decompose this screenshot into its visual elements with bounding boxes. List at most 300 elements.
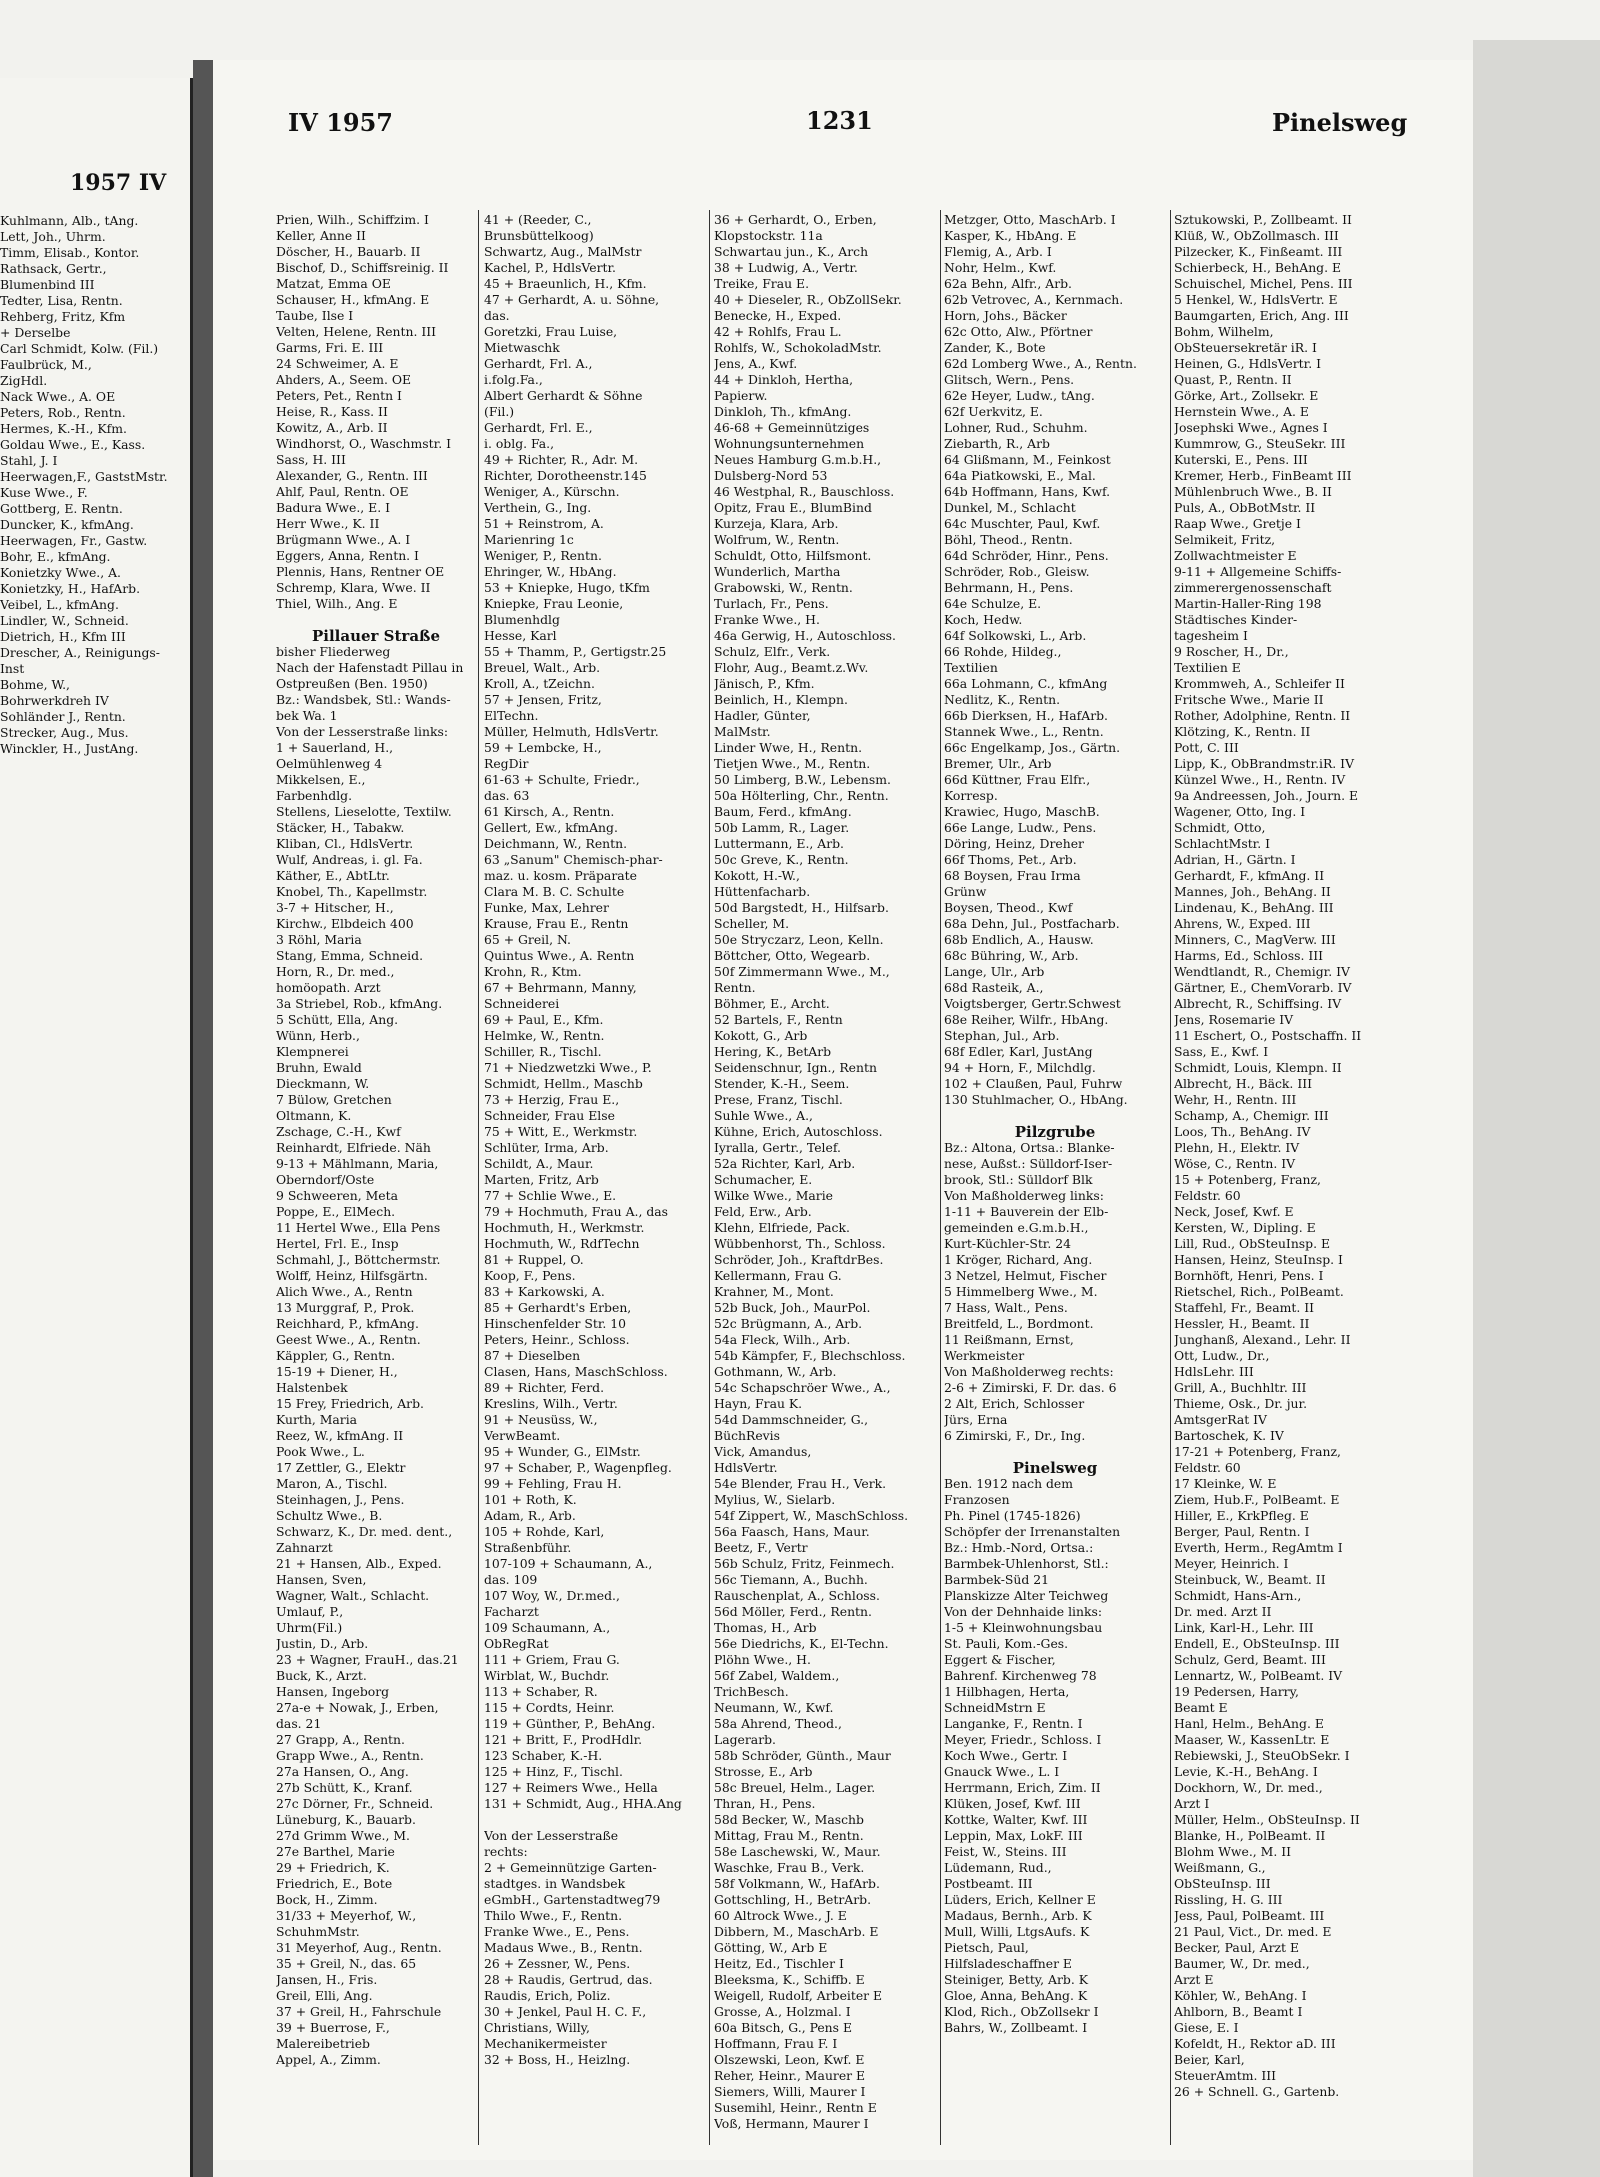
directory-line: Wöse, C., Rentn. IV [1174,1156,1296,1171]
directory-line: 54d Dammschneider, G., [714,1412,869,1427]
directory-line: Veibel, L., kfmAng. [0,597,119,612]
directory-line: 31/33 + Meyerhof, W., [276,1908,417,1923]
directory-line: Kurth, Maria [276,1412,358,1427]
directory-line: Turlach, Fr., Pens. [714,596,829,611]
directory-line: Wilke Wwe., Marie [714,1188,834,1203]
directory-line: Thiel, Wilh., Ang. E [276,596,398,611]
directory-line: Matzat, Emma OE [276,276,391,291]
directory-line: Grill, A., Buchhltr. III [1174,1380,1307,1395]
directory-line: 64f Solkowski, L., Arb. [944,628,1087,643]
directory-line: Harms, Ed., Schloss. III [1174,948,1324,963]
directory-line: das. 109 [484,1572,538,1587]
directory-line: Schiller, R., Tischl. [484,1044,602,1059]
directory-line: Dunkel, M., Schlacht [944,500,1076,515]
directory-line: 61-63 + Schulte, Friedr., [484,772,640,787]
directory-line: Wolff, Heinz, Hilfsgärtn. [276,1268,428,1283]
directory-line: Kofeldt, H., Rektor aD. III [1174,2036,1336,2051]
directory-line: 21 + Hansen, Alb., Exped. [276,1556,442,1571]
directory-line: 85 + Gerhardt's Erben, [484,1300,632,1315]
directory-line: Pilzgrube [1014,1123,1096,1141]
directory-line: Hochmuth, W., RdfTechn [484,1236,640,1251]
directory-line: Taube, Ilse I [276,308,354,323]
directory-line: 62c Otto, Alw., Pförtner [944,324,1093,339]
directory-line: Thran, H., Pens. [714,1796,816,1811]
directory-line: Garms, Fri. E. III [276,340,384,355]
directory-line: Albrecht, H., Bäck. III [1174,1076,1312,1091]
directory-line: Madaus, Bernh., Arb. K [944,1908,1092,1923]
directory-line: 11 Hertel Wwe., Ella Pens [276,1220,441,1235]
directory-line: nese, Außst.: Sülldorf-Iser- [944,1156,1113,1171]
directory-line: Städtisches Kinder- [1174,612,1298,627]
directory-line: Deichmann, W., Rentn. [484,836,628,851]
directory-line: Hilfsladeschaffner E [944,1956,1072,1971]
directory-line: 38 + Ludwig, A., Vertr. [714,260,858,275]
directory-line: Nach der Hafenstadt Pillau in [276,660,464,675]
directory-line: Feist, W., Steins. III [944,1844,1067,1859]
directory-line: Kreslins, Wilh., Vertr. [484,1396,618,1411]
directory-line: 107-109 + Schaumann, A., [484,1556,653,1571]
directory-line: 46a Gerwig, H., Autoschloss. [714,628,896,643]
directory-line: Arzt I [1174,1796,1210,1811]
directory-line: 27d Grimm Wwe., M. [276,1828,410,1843]
directory-line: SchuhmMstr. [276,1924,360,1939]
directory-line: Hochmuth, H., Werkmstr. [484,1220,645,1235]
directory-line: Waschke, Frau B., Verk. [714,1860,865,1875]
directory-line: 24 Schweimer, A. E [276,356,399,371]
directory-line: Schröder, Rob., Gleisw. [944,564,1090,579]
directory-line: Planskizze Alter Teichweg [944,1588,1109,1603]
directory-line: Kniepke, Frau Leonie, [484,596,624,611]
directory-line: das. 63 [484,788,530,803]
directory-line: 49 + Richter, R., Adr. M. [484,452,639,467]
directory-line: Kellermann, Frau G. [714,1268,842,1283]
directory-line: 36 + Gerhardt, O., Erben, [714,212,877,227]
directory-line: 101 + Roth, K. [484,1492,577,1507]
directory-line: Böttcher, Otto, Wegearb. [714,948,871,963]
directory-line: Heerwagen,F., GaststMstr. [0,469,168,484]
directory-line: Straßenbführ. [484,1540,572,1555]
directory-line [276,612,476,628]
directory-line: 54b Kämpfer, F., Blechschloss. [714,1348,906,1363]
directory-line: 61 Kirsch, A., Rentn. [484,804,615,819]
directory-line: 59 + Lembcke, H., [484,740,602,755]
directory-line: Wagner, Walt., Schlacht. [276,1588,430,1603]
directory-line: Christians, Willy, [484,2020,590,2035]
column-3 [714,212,936,2172]
directory-line: Kuhlmann, Alb., tAng. [0,213,139,228]
directory-line: gemeinden e.G.m.b.H., [944,1220,1089,1235]
directory-line: Lüneburg, K., Bauarb. [276,1812,416,1827]
directory-line: Suhle Wwe., A., [714,1108,813,1123]
directory-line: 29 + Friedrich, K. [276,1860,390,1875]
directory-line: 52b Buck, Joh., MaurPol. [714,1300,871,1315]
directory-line: Raap Wwe., Gretje I [1174,516,1301,531]
directory-line: Dietrich, H., Kfm III [0,629,126,644]
directory-line: Schmahl, J., Böttchermstr. [276,1252,441,1267]
directory-line: Baumgarten, Erich, Ang. III [1174,308,1349,323]
directory-line: das. [484,308,510,323]
directory-line: Sztukowski, P., Zollbeamt. II [1174,212,1352,227]
directory-line: Eggers, Anna, Rentn. I [276,548,419,563]
directory-line: Wohnungsunternehmen [714,436,865,451]
directory-line: Heinen, G., HdlsVertr. I [1174,356,1321,371]
directory-line: Prese, Franz, Tischl. [714,1092,843,1107]
directory-line: Madaus Wwe., B., Rentn. [484,1940,643,1955]
directory-line: Schuldt, Otto, Hilfsmont. [714,548,872,563]
directory-line: Kokott, G., Arb [714,1028,808,1043]
directory-line: Müller, Helm., ObSteuInsp. II [1174,1812,1360,1827]
directory-line: 9 Roscher, H., Dr., [1174,644,1289,659]
directory-line: Schremp, Klara, Wwe. II [276,580,431,595]
directory-line: Alexander, G., Rentn. III [276,468,428,483]
directory-line: Reichhard, P., kfmAng. [276,1316,419,1331]
directory-line: Albert Gerhardt & Söhne [484,388,643,403]
directory-line: Iyralla, Gertr., Telef. [714,1140,841,1155]
directory-line: 99 + Fehling, Frau H. [484,1476,622,1491]
directory-line: Oberndorf/Oste [276,1172,375,1187]
directory-line: 63 „Sanum" Chemisch-phar- [484,852,663,867]
directory-line: 27c Dörner, Fr., Schneid. [276,1796,434,1811]
directory-line: 94 + Horn, F., Milchdlg. [944,1060,1096,1075]
directory-line: Rauschenplat, A., Schloss. [714,1588,880,1603]
directory-line: Görke, Art., Zollsekr. E [1174,388,1319,403]
directory-line: 68a Dehn, Jul., Postfacharb. [944,916,1120,931]
directory-line: Behrmann, H., Pens. [944,580,1074,595]
directory-line: Kurzeja, Klara, Arb. [714,516,839,531]
directory-line: 31 Meyerhof, Aug., Rentn. [276,1940,442,1955]
directory-line: 58b Schröder, Günth., Maur [714,1748,891,1763]
directory-line: Neck, Josef, Kwf. E [1174,1204,1294,1219]
directory-line: 1-5 + Kleinwohnungsbau [944,1620,1103,1635]
directory-line: 111 + Griem, Frau G. [484,1652,620,1667]
directory-line: Dr. med. Arzt II [1174,1604,1272,1619]
directory-line: Wehr, H., Rentn. III [1174,1092,1297,1107]
directory-line: Lüdemann, Rud., [944,1860,1052,1875]
directory-line: Schöpfer der Irrenanstalten [944,1524,1121,1539]
directory-line [944,1444,1166,1460]
directory-line: 125 + Hinz, F., Tischl. [484,1764,623,1779]
directory-line: Thieme, Osk., Dr. jur. [1174,1396,1308,1411]
directory-line: Lett, Joh., Uhrm. [0,229,106,244]
directory-line: Drescher, A., Reinigungs- [0,645,160,660]
directory-line: Baumer, W., Dr. med., [1174,1956,1310,1971]
directory-line: Linder Wwe, H., Rentn. [714,740,863,755]
directory-line: Poppe, E., ElMech. [276,1204,396,1219]
directory-line: Horn, Johs., Bäcker [944,308,1067,323]
directory-line: 75 + Witt, E., Werkmstr. [484,1124,638,1139]
directory-line: SchneidMstrn E [944,1700,1046,1715]
directory-line: Heise, R., Kass. II [276,404,388,419]
directory-line: Peters, Pet., Rentn I [276,388,402,403]
directory-line: Windhorst, O., Waschmstr. I [276,436,451,451]
directory-line: Horn, R., Dr. med., [276,964,395,979]
directory-line: Albrecht, R., Schiffsing. IV [1174,996,1342,1011]
directory-line: Gottberg, E. Rentn. [0,501,123,516]
directory-line: Papierw. [714,388,768,403]
directory-line: Gerhardt, Frl. A., [484,356,593,371]
directory-line: Luttermann, E., Arb. [714,836,844,851]
directory-line: 50 Limberg, B.W., Lebensm. [714,772,891,787]
directory-line: Stannek Wwe., L., Rentn. [944,724,1104,739]
directory-line: 89 + Richter, Ferd. [484,1380,605,1395]
directory-line: Kowitz, A., Arb. II [276,420,388,435]
directory-line: Mikkelsen, E., [276,772,366,787]
directory-line: Reinhardt, Elfriede. Näh [276,1140,431,1155]
directory-line: 66a Lohmann, C., kfmAng [944,676,1108,691]
directory-line: Quast, P., Rentn. II [1174,372,1292,387]
directory-line: Hering, K., BetArb [714,1044,832,1059]
directory-line: 67 + Behrmann, Manny, [484,980,637,995]
directory-line: Nedlitz, K., Rentn. [944,692,1061,707]
directory-line: 21 Paul, Vict., Dr. med. E [1174,1924,1332,1939]
directory-line: Wirblat, W., Buchdr. [484,1668,610,1683]
directory-line: Klötzing, K., Rentn. II [1174,724,1311,739]
directory-line: Olszewski, Leon, Kwf. E [714,2052,865,2067]
directory-line: Von Maßholderweg links: [944,1188,1104,1203]
directory-line: Everth, Herm., RegAmtm I [1174,1540,1343,1555]
directory-line: 68b Endlich, A., Hausw. [944,932,1094,947]
directory-line: 45 + Braeunlich, H., Kfm. [484,276,647,291]
directory-line: Wagener, Otto, Ing. I [1174,804,1306,819]
directory-line: 15 + Potenberg, Franz, [1174,1172,1321,1187]
directory-line: Josephski Wwe., Agnes I [1174,420,1328,435]
directory-line: 68d Rasteik, A., [944,980,1044,995]
directory-line: i.folg.Fa., [484,372,543,387]
directory-line: Pilzecker, K., Finßeamt. III [1174,244,1343,259]
directory-line: Klempnerei [276,1044,349,1059]
directory-line: Weniger, A., Kürschn. [484,484,620,499]
directory-line: Jürs, Erna [944,1412,1008,1427]
directory-line: Hüttenfacharb. [714,884,811,899]
directory-line: Keller, Anne II [276,228,366,243]
directory-line: Wulf, Andreas, i. gl. Fa. [276,852,423,867]
directory-line: Zander, K., Bote [944,340,1046,355]
directory-line: Puls, A., ObBotMstr. II [1174,500,1316,515]
directory-line: 37 + Greil, H., Fahrschule [276,2004,442,2019]
directory-line: Adrian, H., Gärtn. I [1174,852,1296,867]
previous-page-strip [0,78,193,2177]
directory-line: 56d Möller, Ferd., Rentn. [714,1604,872,1619]
directory-line: Bock, H., Zimm. [276,1892,378,1907]
directory-line: Ziebarth, R., Arb [944,436,1050,451]
directory-line: Franke Wwe., H. [714,612,820,627]
directory-line: 71 + Niedzwetzki Wwe., P. [484,1060,652,1075]
directory-line: Franzosen [944,1492,1010,1507]
directory-line: bisher Fliederweg [276,644,391,659]
directory-line: Lipp, K., ObBrandmstr.iR. IV [1174,756,1355,771]
directory-line: Heerwagen, Fr., Gastw. [0,533,148,548]
directory-line: RegDir [484,756,529,771]
directory-line: Korresp. [944,788,998,803]
directory-line: 27 Grapp, A., Rentn. [276,1732,405,1747]
directory-line: Steinhagen, J., Pens. [276,1492,405,1507]
directory-line: Heitz, Ed., Tischler I [714,1956,844,1971]
directory-line: 7 Hass, Walt., Pens. [944,1300,1068,1315]
directory-line: Helmke, W., Rentn. [484,1028,605,1043]
directory-line: Hansen, Sven, [276,1572,367,1587]
directory-line: Benecke, H., Exped. [714,308,842,323]
directory-line: ElTechn. [484,708,539,723]
directory-line: Umlauf, P., [276,1604,344,1619]
directory-line: 9a Andreessen, Joh., Journ. E [1174,788,1359,803]
directory-line: Verthein, G., Ing. [484,500,592,515]
directory-line: Käther, E., AbtLtr. [276,868,390,883]
directory-line: Lindler, W., Schneid. [0,613,129,628]
directory-line: Richter, Dorotheenstr.145 [484,468,647,483]
directory-line: 115 + Cordts, Heinr. [484,1700,615,1715]
directory-line: 119 + Günther, P., BehAng. [484,1716,656,1731]
directory-line: Metzger, Otto, MaschArb. I [944,212,1116,227]
directory-line: Alich Wwe., A., Rentn [276,1284,413,1299]
directory-line: 52a Richter, Karl, Arb. [714,1156,856,1171]
directory-line: 54c Schapschröer Wwe., A., [714,1380,891,1395]
directory-line: Rissling, H. G. III [1174,1892,1283,1907]
directory-line: 50d Bargstedt, H., Hilfsarb. [714,900,889,915]
directory-line: 87 + Dieselben [484,1348,581,1363]
directory-line: 30 + Jenkel, Paul H. C. F., [484,2004,647,2019]
directory-line: AmtsgerRat IV [1174,1412,1267,1427]
directory-line: Plehn, H., Elektr. IV [1174,1140,1300,1155]
directory-line: rechts: [484,1844,528,1859]
directory-line: 2 Alt, Erich, Schlosser [944,1396,1085,1411]
directory-line: Pook Wwe., L. [276,1444,365,1459]
directory-line: Bleeksma, K., Schiffb. E [714,1972,865,1987]
directory-line: Faulbrück, M., [0,357,92,372]
directory-line: Schröder, Joh., KraftdrBes. [714,1252,884,1267]
directory-line: Rehberg, Fritz, Kfm [0,309,126,324]
directory-line: Bohme, W., [0,677,70,692]
directory-line: Hansen, Ingeborg [276,1684,390,1699]
directory-line: 47 + Gerhardt, A. u. Söhne, [484,292,660,307]
column-5 [1174,212,1396,2172]
directory-line: 64b Hoffmann, Hans, Kwf. [944,484,1111,499]
directory-line: tagesheim I [1174,628,1248,643]
directory-line: Farbenhdlg. [276,788,353,803]
directory-line: 9 Schweeren, Meta [276,1188,399,1203]
directory-line: Kokott, H.-W., [714,868,800,883]
directory-line: 50b Lamm, R., Lager. [714,820,850,835]
directory-line: Wübbenhorst, Th., Schloss. [714,1236,886,1251]
directory-line: Hertel, Frl. E., Insp [276,1236,399,1251]
directory-line: Pillauer Straße [312,627,440,645]
directory-line: Kuse Wwe., F. [0,485,88,500]
directory-line: Schneider, Frau Else [484,1108,615,1123]
directory-line: Bz.: Altona, Ortsa.: Blanke- [944,1140,1115,1155]
directory-line: Selmikeit, Fritz, [1174,532,1276,547]
directory-line: Barmbek-Süd 21 [944,1572,1050,1587]
directory-line: BüchRevis [714,1428,780,1443]
directory-line: Hesse, Karl [484,628,557,643]
directory-line: 131 + Schmidt, Aug., HHA.Ang [484,1796,682,1811]
directory-line: Gnauck Wwe., L. I [944,1764,1060,1779]
directory-line: 102 + Claußen, Paul, Fuhrw [944,1076,1123,1091]
directory-line: Von Maßholderweg rechts: [944,1364,1114,1379]
directory-line: Schulz, Gerd, Beamt. III [1174,1652,1326,1667]
directory-line: Friedrich, E., Bote [276,1876,393,1891]
directory-line: 54f Zippert, W., MaschSchloss. [714,1508,909,1523]
directory-line: 123 Schaber, K.-H. [484,1748,603,1763]
directory-line: Gerhardt, F., kfmAng. II [1174,868,1325,883]
directory-line: Maron, A., Tischl. [276,1476,388,1491]
directory-line: 58f Volkmann, W., HafArb. [714,1876,880,1891]
directory-line: Dieckmann, W. [276,1076,370,1091]
directory-line: Kuterski, E., Pens. III [1174,452,1308,467]
directory-line: ZigHdl. [0,373,48,388]
directory-line: eGmbH., Gartenstadtweg79 [484,1892,661,1907]
directory-line: Künzel Wwe., H., Rentn. IV [1174,772,1346,787]
directory-line: 56c Tiemann, A., Buchh. [714,1572,868,1587]
directory-line: Rietschel, Rich., PolBeamt. [1174,1284,1344,1299]
directory-line: Wünn, Herb., [276,1028,360,1043]
directory-line: Rathsack, Gertr., [0,261,107,276]
directory-line: 17-21 + Potenberg, Franz, [1174,1444,1341,1459]
directory-line: 66b Dierksen, H., HafArb. [944,708,1108,723]
column-1 [276,212,476,2172]
directory-line: bek Wa. 1 [276,708,338,723]
directory-line: Endell, E., ObSteuInsp. III [1174,1636,1340,1651]
directory-line: 73 + Herzig, Frau E., [484,1092,620,1107]
directory-line: Seidenschnur, Ign., Rentn [714,1060,877,1075]
directory-line: Von der Dehnhaide links: [944,1604,1103,1619]
directory-line: 60 Altrock Wwe., J. E [714,1908,847,1923]
directory-line: Textilien E [1174,660,1241,675]
directory-line: Knobel, Th., Kapellmstr. [276,884,428,899]
directory-line: Breitfeld, L., Bordmont. [944,1316,1094,1331]
directory-line: Sass, E., Kwf. I [1174,1044,1269,1059]
directory-line: Bartoschek, K. IV [1174,1428,1284,1443]
directory-line: Duncker, K., kfmAng. [0,517,134,532]
directory-line: Jansen, H., Fris. [276,1972,378,1987]
directory-line: Beamt E [1174,1700,1228,1715]
directory-line: Rentn. [714,980,756,995]
directory-line: Susemihl, Heinr., Rentn E [714,2100,877,2115]
directory-line: 65 + Greil, N. [484,932,571,947]
directory-line: Hinschenfelder Str. 10 [484,1316,627,1331]
directory-line: Grapp Wwe., A., Rentn. [276,1748,424,1763]
directory-line: Arzt E [1174,1972,1214,1987]
directory-line: Krahner, M., Mont. [714,1284,834,1299]
directory-line: Fritsche Wwe., Marie II [1174,692,1324,707]
directory-line: Adam, R., Arb. [484,1508,576,1523]
directory-line: Koch Wwe., Gertr. I [944,1748,1068,1763]
directory-line: Dulsberg-Nord 53 [714,468,828,483]
directory-line: Brunsbüttelkoog) [484,228,594,243]
directory-line: Ziem, Hub.F., PolBeamt. E [1174,1492,1340,1507]
directory-line: Ostpreußen (Ben. 1950) [276,676,428,691]
column-rule [478,210,479,2145]
directory-line: Koop, F., Pens. [484,1268,576,1283]
directory-line: Breuel, Walt., Arb. [484,660,601,675]
directory-line: Mechanikermeister [484,2036,607,2051]
directory-line: Stephan, Jul., Arb. [944,1028,1060,1043]
directory-line: Hadler, Günter, [714,708,811,723]
directory-line: Wolfrum, W., Rentn. [714,532,840,547]
directory-line: 15-19 + Diener, H., [276,1364,398,1379]
column-4 [944,212,1166,2172]
header-page-number: 1231 [806,106,873,135]
directory-line: 52c Brügmann, A., Arb. [714,1316,863,1331]
directory-line: 58d Becker, W., Maschb [714,1812,864,1827]
directory-line: Mylius, W., Sielarb. [714,1492,836,1507]
directory-line: 40 + Dieseler, R., ObZollSekr. [714,292,902,307]
directory-line: Kliban, Cl., HdlsVertr. [276,836,414,851]
directory-line: Pinelsweg [1012,1459,1098,1477]
directory-line: Grosse, A., Holzmal. I [714,2004,851,2019]
directory-line: 32 + Boss, H., Heizlng. [484,2052,631,2067]
directory-line: Dinkloh, Th., kfmAng. [714,404,852,419]
directory-line: 42 + Rohlfs, Frau L. [714,324,842,339]
directory-line: 121 + Britt, F., ProdHdlr. [484,1732,643,1747]
